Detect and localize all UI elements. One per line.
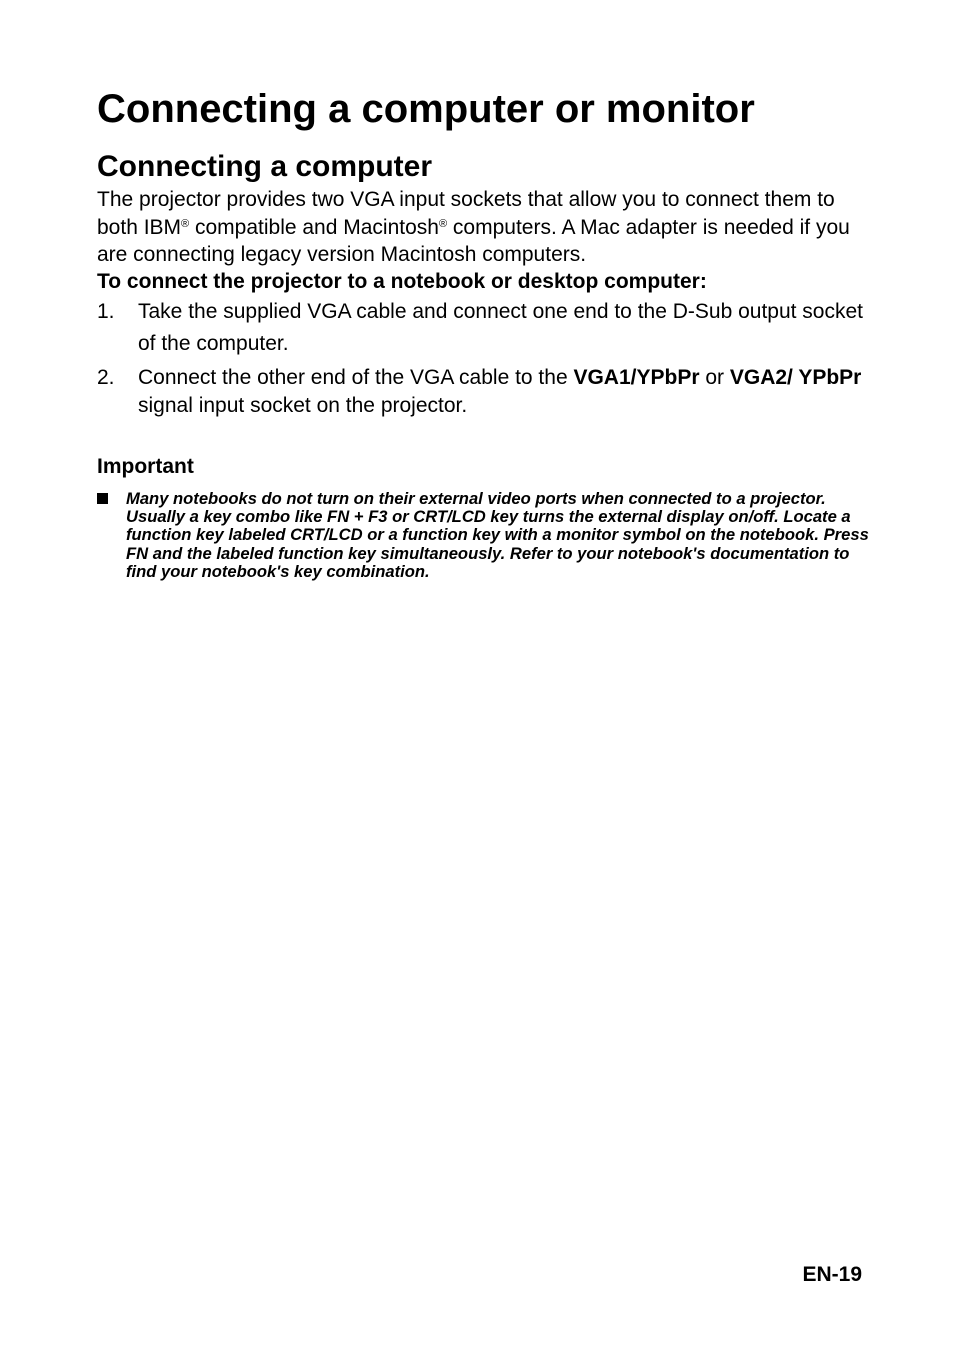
important-note: Many notebooks do not turn on their external video ports when connected to a projector. Usually a key combo like FN + F3 or CRT/LCD key turns the external display on/off. Locate a function key labeled CRT/LCD or a function key with a monitor symbol on the notebook. Press FN and the labeled function key simultaneously. Refer to your notebook's documentation to find your notebook's key combination. <box>126 489 869 581</box>
registered-mark: ® <box>438 217 448 230</box>
registered-mark: ® <box>181 217 190 230</box>
step-number: 2. <box>97 366 115 389</box>
intro-text-part3: computers. A Mac adapter is needed if you are connecting legacy version Macintosh computers. <box>97 215 850 266</box>
socket-name-vga1: VGA1/YPbPr <box>573 366 700 389</box>
task-heading: To connect the projector to a notebook or desktop computer: <box>97 270 707 293</box>
intro-paragraph <box>97 186 867 269</box>
step-item <box>97 296 867 360</box>
step-number: 1. <box>97 300 115 323</box>
page-number: EN-19 <box>802 1263 862 1286</box>
step-text <box>138 364 867 419</box>
section-title: Connecting a computer <box>97 150 433 183</box>
step-item <box>97 364 867 419</box>
step-text-after: signal input socket on the projector. <box>138 393 468 417</box>
intro-text-part2: compatible and Macintosh <box>189 215 439 239</box>
page-title: Connecting a computer or monitor <box>97 87 755 131</box>
socket-name-vga2: VGA2/ YPbPr <box>729 366 862 389</box>
intro-text-part1: The projector provides two VGA input sockets that allow you to connect them to both IBM <box>97 188 835 239</box>
important-heading: Important <box>97 455 194 478</box>
step-text-mid: or <box>699 366 730 389</box>
step-text-before: Connect the other end of the VGA cable to the <box>138 366 574 389</box>
square-bullet-icon <box>97 493 108 504</box>
step-text: Take the supplied VGA cable and connect one end to the D-Sub output socket of the computer. <box>138 300 863 355</box>
